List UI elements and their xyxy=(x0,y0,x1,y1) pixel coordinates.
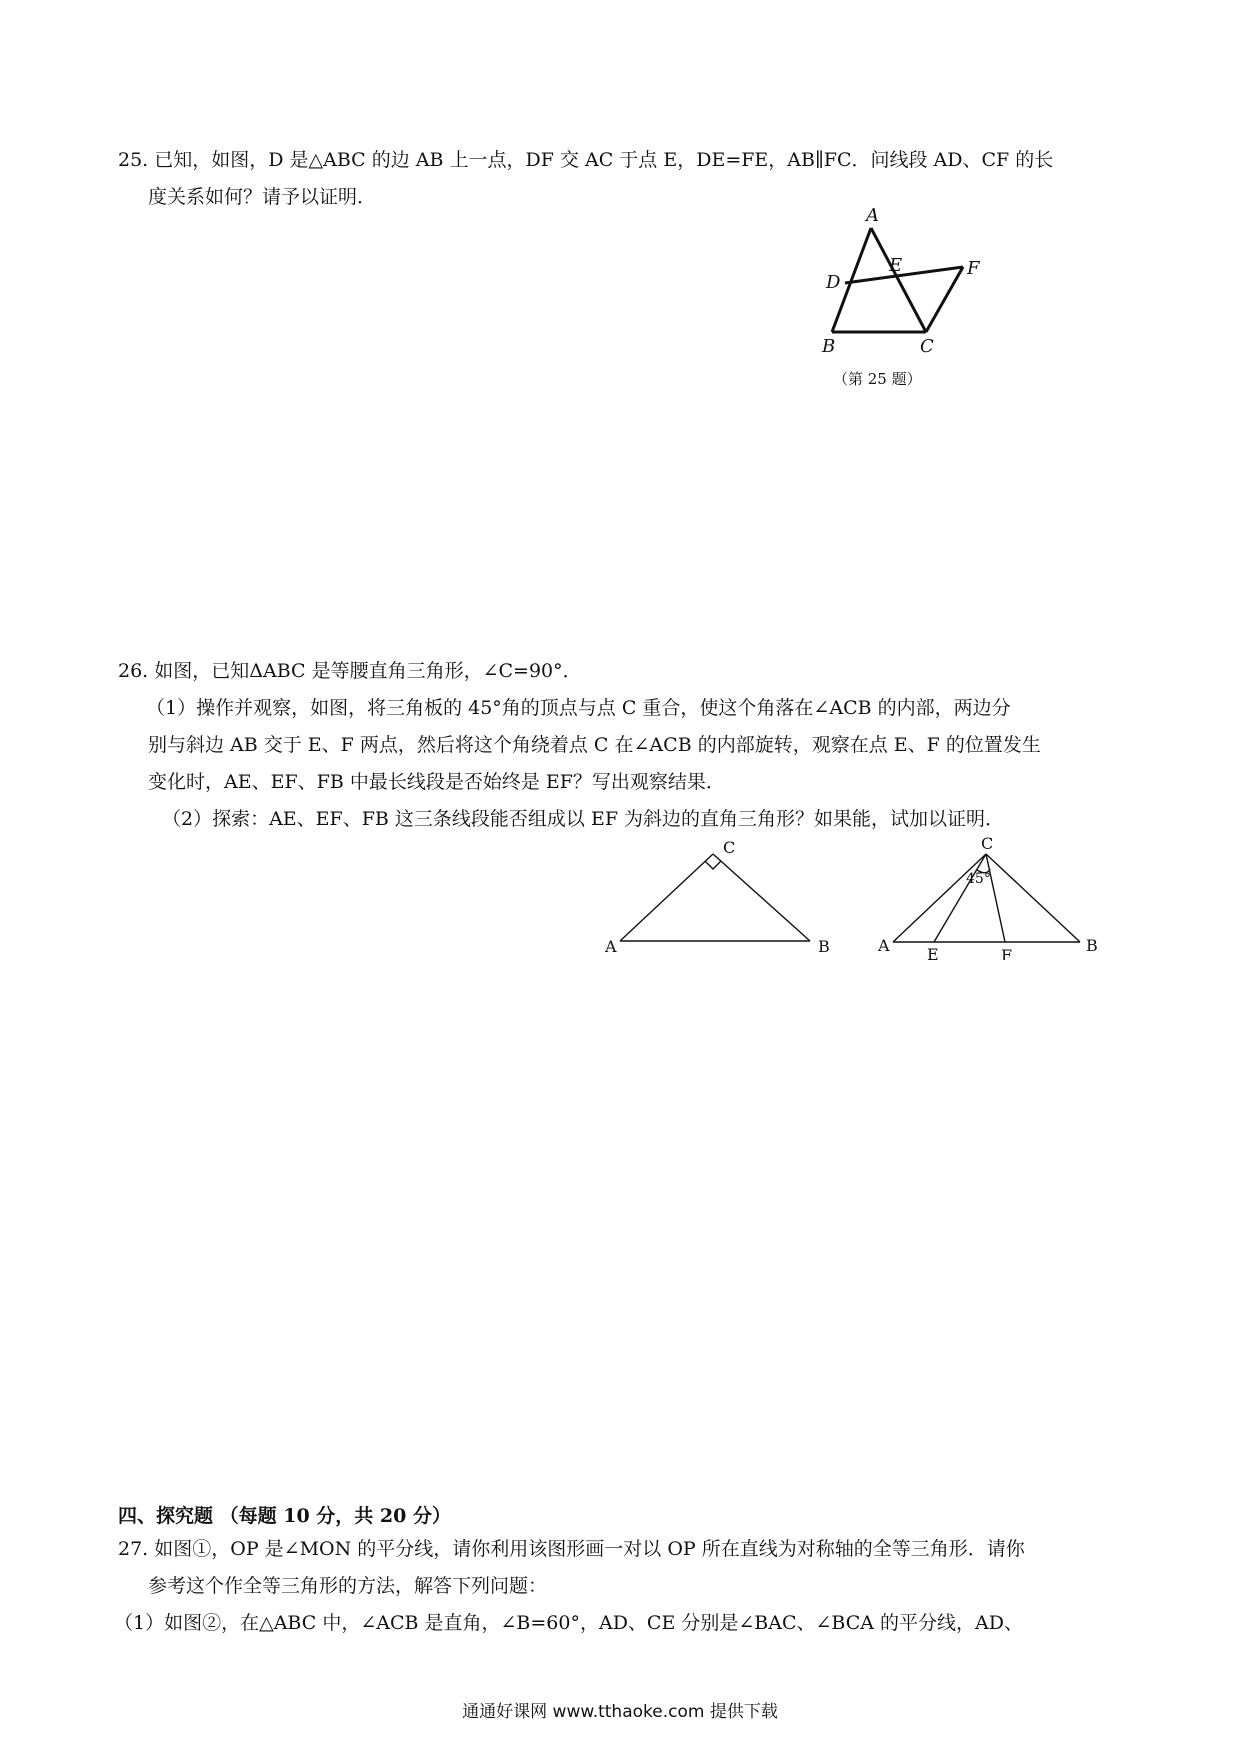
page-footer: 通通好课网 www.tthaoke.com 提供下载 xyxy=(462,1702,778,1722)
side-ac xyxy=(893,854,986,942)
right-angle-mark xyxy=(705,861,721,869)
left-label-a: A xyxy=(605,937,617,956)
label-c: C xyxy=(920,336,934,357)
q26-part2: （2）探索：AE、EF、FB 这三条线段能否组成以 EF 为斜边的直角三角形？如果能，试加以证明． xyxy=(162,808,1005,830)
right-label-e: E xyxy=(927,945,939,960)
figure-26-right xyxy=(870,830,1110,960)
question-26 xyxy=(118,653,1041,838)
left-label-b: B xyxy=(818,937,830,956)
figure-25-lines xyxy=(832,228,963,332)
q26-line1: 26. 如图，已知ΔABC 是等腰直角三角形，∠C=90°． xyxy=(118,660,582,682)
right-label-f: F xyxy=(1001,946,1013,960)
angle-45-label: 45° xyxy=(966,871,991,887)
label-d: D xyxy=(826,272,841,293)
label-f: F xyxy=(967,258,980,279)
right-label-c: C xyxy=(981,834,994,853)
left-label-c: C xyxy=(723,838,736,857)
q27-part1: （1）如图②，在△ABC 中，∠ACB 是直角，∠B=60°，AD、CE 分别是∠BAC、∠BCA 的平分线，AD、 xyxy=(114,1612,1024,1634)
segment-fc xyxy=(926,267,963,332)
side-ac xyxy=(620,854,713,941)
side-cb xyxy=(986,854,1080,942)
q26-part1-line3: 变化时，AE、EF、FB 中最长线段是否始终是 EF？写出观察结果． xyxy=(148,771,725,793)
right-label-b: B xyxy=(1086,936,1098,955)
q26-part1-line2: 别与斜边 AB 交于 E、F 两点，然后将这个角绕着点 C 在∠ACB 的内部旋转，观察在点 E、F 的位置发生 xyxy=(148,734,1041,756)
figure-25-caption: （第 25 题） xyxy=(833,370,922,388)
q25-line1: 25. 已知，如图，D 是△ABC 的边 AB 上一点，DF 交 AC 于点 E，DE=FE，AB∥FC．问线段 AD、CF 的长 xyxy=(118,149,1054,171)
q26-part1-line1: （1）操作并观察，如图，将三角板的 45°角的顶点与点 C 重合，使这个角落在∠ACB 的内部，两边分 xyxy=(146,697,1011,719)
q25-line2: 度关系如何？请予以证明． xyxy=(148,186,377,208)
section-4-title: 四、探究题 （每题 10 分，共 20 分） xyxy=(118,1505,451,1527)
figure-26-left xyxy=(600,835,840,960)
segment-ac xyxy=(871,228,926,332)
segment-cf xyxy=(986,854,1005,942)
segment-df xyxy=(845,267,963,283)
side-cb xyxy=(713,854,810,941)
label-a: A xyxy=(866,205,879,226)
label-b: B xyxy=(822,336,836,357)
label-e: E xyxy=(889,255,903,276)
right-label-a: A xyxy=(878,936,890,955)
figure-25 xyxy=(770,205,1010,390)
q27-line2: 参考这个作全等三角形的方法，解答下列问题： xyxy=(148,1575,548,1597)
q27-line1: 27. 如图①，OP 是∠MON 的平分线，请你利用该图形画一对以 OP 所在直线为对称轴的全等三角形．请你 xyxy=(118,1538,1025,1560)
segment-ce xyxy=(934,854,986,942)
question-27 xyxy=(114,1531,1025,1642)
